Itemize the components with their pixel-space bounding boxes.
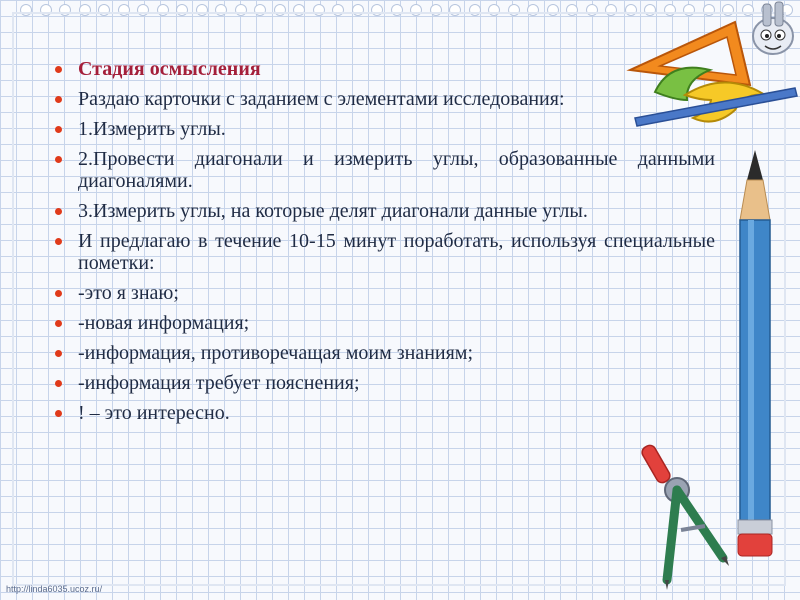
bullet-item: И предлагаю в течение 10-15 минут поработать, используя специальные пометки: [50, 230, 715, 274]
bullet-item: -информация требует пояснения; [50, 372, 715, 394]
bullet-heading: Стадия осмысления [50, 58, 715, 80]
ring-hole [176, 4, 188, 16]
bullet-item: -новая информация; [50, 312, 715, 334]
ring-hole [469, 4, 481, 16]
pencil-icon [730, 150, 780, 560]
ring-hole [371, 4, 383, 16]
footer-link[interactable]: http://linda6035.ucoz.ru/ [6, 584, 103, 594]
ring-hole [98, 4, 110, 16]
ring-hole [430, 4, 442, 16]
ring-hole [118, 4, 130, 16]
bullet-item: -информация, противоречащая моим знаниям; [50, 342, 715, 364]
ring-hole [235, 4, 247, 16]
ring-hole [20, 4, 32, 16]
ring-hole [137, 4, 149, 16]
ring-hole [449, 4, 461, 16]
ring-hole [274, 4, 286, 16]
bullet-item: Раздаю карточки с заданием с элементами исследования: [50, 88, 715, 110]
ring-hole [547, 4, 559, 16]
ring-hole [410, 4, 422, 16]
ring-hole [293, 4, 305, 16]
ring-hole [391, 4, 403, 16]
bullet-item: 1.Измерить углы. [50, 118, 715, 140]
ring-hole [566, 4, 578, 16]
compass-icon [625, 440, 735, 590]
ring-hole [352, 4, 364, 16]
bullet-item: 2.Провести диагонали и измерить углы, образованные данными диагоналями. [50, 148, 715, 192]
ring-hole [488, 4, 500, 16]
bullet-item: -это я знаю; [50, 282, 715, 304]
bullet-item: ! – это интересно. [50, 402, 715, 424]
ring-hole [40, 4, 52, 16]
ring-hole [59, 4, 71, 16]
bullet-item: 3.Измерить углы, на которые делят диагонали данные углы. [50, 200, 715, 222]
ring-hole [157, 4, 169, 16]
ruler-triangle-icon [615, 0, 800, 135]
ring-hole [196, 4, 208, 16]
ring-hole [79, 4, 91, 16]
ring-hole [332, 4, 344, 16]
ring-hole [313, 4, 325, 16]
ring-hole [215, 4, 227, 16]
ring-hole [254, 4, 266, 16]
ring-hole [527, 4, 539, 16]
ring-hole [586, 4, 598, 16]
ring-hole [508, 4, 520, 16]
